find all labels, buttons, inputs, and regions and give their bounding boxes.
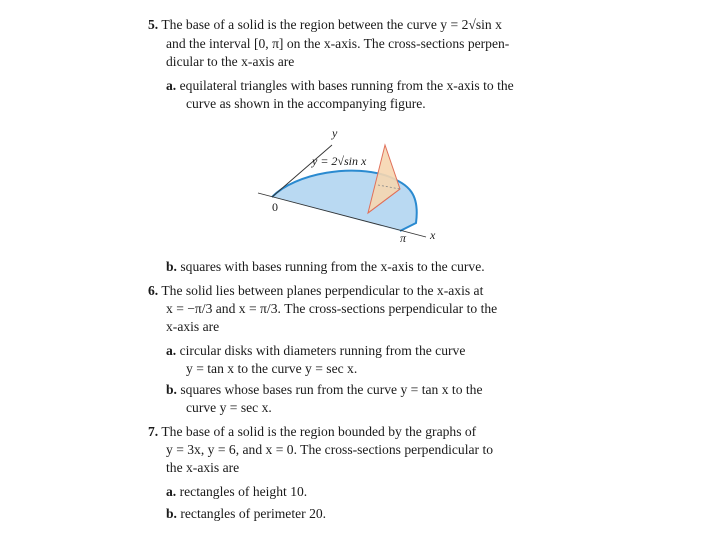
problem-7-line-2: y = 3x, y = 6, and x = 0. The cross-sections perpendicular to [166,442,494,457]
problem-5a-label: a. [166,78,177,93]
x-axis-label: x [430,228,436,242]
problem-7-line-3: the x-axis are [166,460,240,475]
y-axis-label: y [332,126,338,140]
problem-6a-line-1: circular disks with diameters running from the curve [179,343,466,358]
problem-5a [166,77,514,95]
problem-5-number: 5. [148,17,159,32]
problem-5b-line-1: squares with bases running from the x-axis to the curve. [180,259,485,274]
problem-5b [166,258,485,276]
problem-7 [148,423,476,441]
problem-7a-line-1: rectangles of height 10. [179,484,308,499]
problem-6-line-1: The solid lies between planes perpendicular to the x-axis at [161,283,484,298]
problem-7-number: 7. [148,424,159,439]
problem-5-line-3: dicular to the x-axis are [166,54,295,69]
pi-label: π [400,231,407,245]
solid-cross-section-figure [250,125,450,245]
problem-7b-label: b. [166,506,177,521]
problem-5-line-1: The base of a solid is the region between the curve y = 2√sin x [161,17,502,32]
problem-6-line-2: x = −π/3 and x = π/3. The cross-sections perpendicular to the [166,301,498,316]
problem-5a-line-1: equilateral triangles with bases running from the x-axis to the [179,78,514,93]
curve-label: y = 2√sin x [312,154,367,168]
problem-6a-label: a. [166,343,177,358]
problem-6-line-3: x-axis are [166,319,220,334]
problem-5a-line-2: curve as shown in the accompanying figure. [186,96,426,111]
problem-6-number: 6. [148,283,159,298]
problem-6b-label: b. [166,382,177,397]
origin-label: 0 [272,200,278,214]
problem-6b-line-2: curve y = sec x. [186,400,272,415]
problem-7a [166,483,307,501]
problem-6a-line-2: y = tan x to the curve y = sec x. [186,361,358,376]
problem-6b-line-1: squares whose bases run from the curve y = tan x to the [180,382,483,397]
problem-7-line-1: The base of a solid is the region bounded by the graphs of [161,424,477,439]
problem-6a [166,342,465,360]
problem-6b [166,381,483,399]
problem-6 [148,282,483,300]
problem-5 [148,16,502,34]
problem-7b [166,505,326,523]
problem-5-line-2: and the interval [0, π] on the x-axis. The cross-sections perpen- [166,36,510,51]
problem-5b-label: b. [166,259,177,274]
problem-7a-label: a. [166,484,177,499]
problem-7b-line-1: rectangles of perimeter 20. [180,506,327,521]
